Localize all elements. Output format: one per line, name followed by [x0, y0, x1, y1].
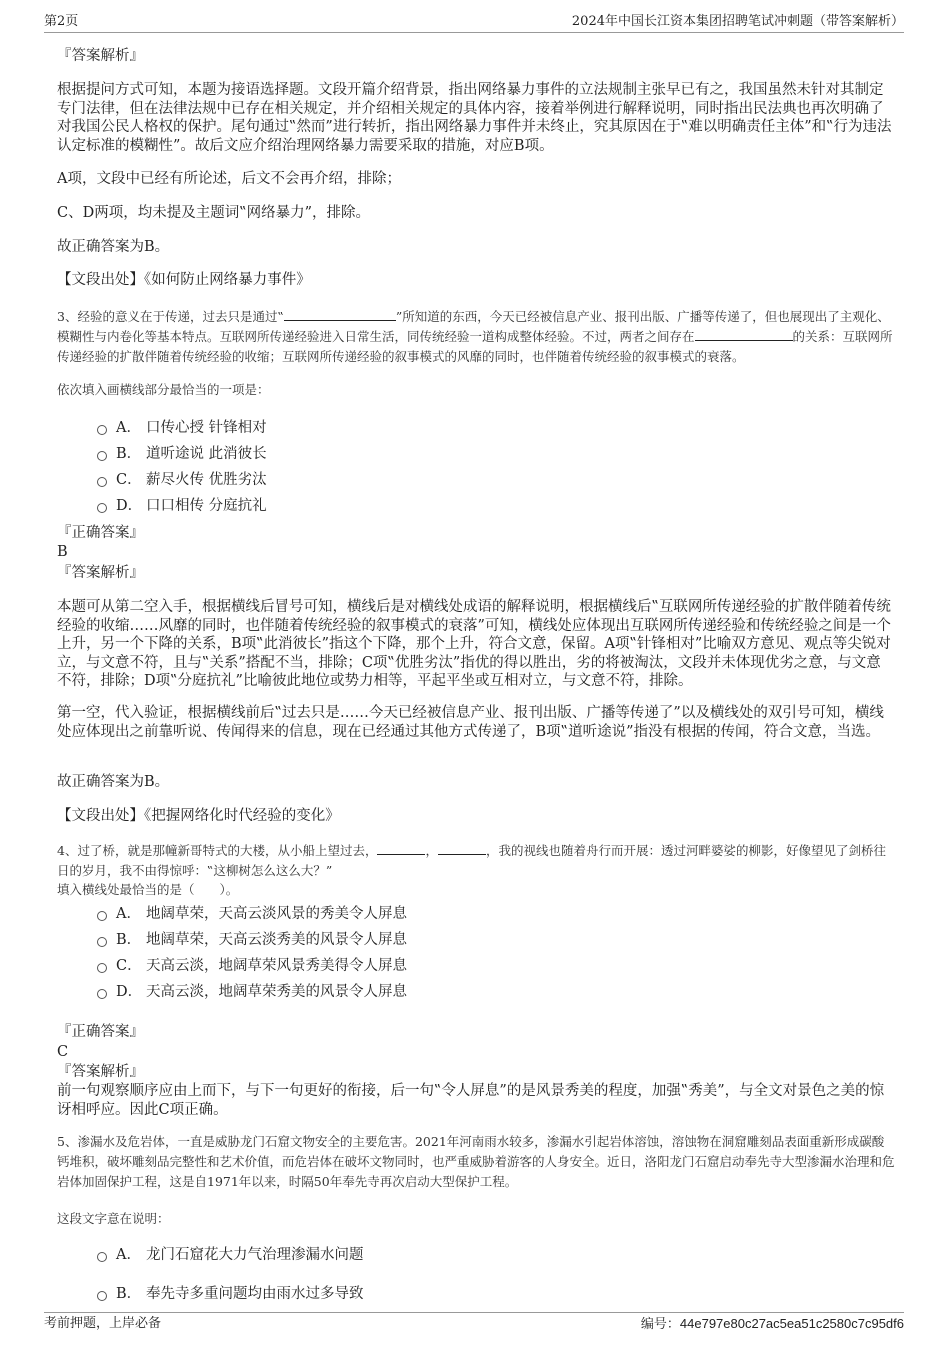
q3-option-a[interactable] [97, 419, 267, 437]
q4-analysis-label: 『答案解析』 [57, 1064, 144, 1080]
q2-analysis-paragraph-3: C、D两项，均未提及主题词‟网络暴力”，排除。 [57, 205, 371, 221]
radio-button-icon[interactable] [97, 937, 107, 947]
radio-button-icon[interactable] [97, 425, 107, 435]
q2-source: 【文段出处】《如何防止网络暴力事件》 [57, 272, 311, 288]
radio-button-icon[interactable] [97, 451, 107, 461]
q3-analysis-paragraph-1: 本题可从第二空入手，根据横线后冒号可知，横线后是对横线处成语的解释说明，根据横线后‟互联网所传递经验的扩散伴随着传统经验的收缩……风靡的同时，也伴随着传统经验的叙事模式的衰落”可知，横线处应体现出互联网所传递经验和传统经验之间是一个上升，另一个下降的关系，B项‟此消彼长”指这个下降，那个上升，符合文意，保留。A项‟针锋相对”比喻双方意见、观点等尖锐对立，与文意不符，且与‟关系”搭配不当，排除；C项‟优胜劣汰”指优的得以胜出，劣的将被淘汰，文段并未体现优劣之意，与文意不符，排除；D项‟分庭抗礼”比喻彼此地位或势力相等，平起平坐或互相对立，与文意不符，排除。 [57, 599, 891, 689]
q3-source: 【文段出处】《把握网络化时代经验的变化》 [57, 808, 340, 824]
option-letter: B． [116, 932, 142, 948]
radio-button-icon[interactable] [97, 503, 107, 513]
q3-stem [57, 307, 895, 367]
q3-stem-part-2: ”所知道的东西，今天已经被信息产业、报刊出版、广播等传递了，但也展现出了主观化、模糊性与内卷化等基本特点。互联网所传递经验进入日常生活，同传统经验一道构成整体经验。不过，两者之间存在 [57, 309, 890, 344]
q3-blank-2 [695, 328, 793, 341]
page-footer [44, 1312, 904, 1333]
q3-analysis-paragraph-2: 第一空，代入验证，根据横线前后‟过去只是……今天已经被信息产业、报刊出版、广播等传递了”以及横线处的双引号可知，横线处应体现出之前靠听说、传闻得来的信息，现在已经通过其他方式传递了，B项‟道听途说”指没有根据的传闻，符合文意，当选。 [57, 705, 884, 740]
q4-blank-2 [438, 842, 486, 855]
q2-analysis-paragraph-4: 故正确答案为B。 [57, 239, 170, 255]
option-text: 薪尽火传 优胜劣汰 [146, 472, 267, 488]
q3-stem-part-1: 3、经验的意义在于传递，过去只是通过‟ [57, 309, 284, 324]
radio-button-icon[interactable] [97, 1291, 107, 1301]
q2-analysis-paragraph-1: 根据提问方式可知，本题为接语选择题。文段开篇介绍背景，指出网络暴力事件的立法规制主张早已有之，我国虽然未针对其制定专门法律，但在法律法规中已存在相关规定，并介绍相关规定的具体内容，接着举例进行解释说明，同时指出民法典也再次明确了对我国公民人格权的保护。尾句通过‟然而”进行转折，指出网络暴力事件并未终止，究其原因在于‟难以明确责任主体”和‟行为违法认定标准的模糊性”。故后文应介绍治理网络暴力需要采取的措施，对应B项。 [57, 82, 892, 154]
radio-button-icon[interactable] [97, 911, 107, 921]
option-letter: A． [116, 1247, 141, 1263]
radio-button-icon[interactable] [97, 989, 107, 999]
q4-analysis: 前一句观察顺序应由上而下，与下一句更好的衔接，后一句‟令人屏息”的是风景秀美的程度，加强‟秀美”，与全文对景色之美的惊讶相呼应。因此C项正确。 [57, 1083, 885, 1118]
q4-stem-part-3: ，我的视线也随着舟行而开展：透过河畔婆娑的柳影，好像望见了剑桥往日的岁月，我不由得惊呼：‟这柳树怎么这么大？” [57, 843, 886, 878]
footer-code [641, 1315, 904, 1334]
q3-analysis-label: 『答案解析』 [57, 565, 144, 581]
option-letter: C． [116, 472, 142, 488]
radio-button-icon[interactable] [97, 963, 107, 973]
q3-analysis-paragraph-3: 故正确答案为B。 [57, 774, 170, 790]
option-text: 道听途说 此消彼长 [146, 446, 267, 462]
option-text: 地阔草荣，天高云淡秀美的风景令人屏息 [146, 932, 407, 948]
option-letter: D． [116, 984, 143, 1000]
option-letter: D． [116, 498, 143, 514]
q4-correct-label: 『正确答案』 [57, 1024, 144, 1040]
q3-option-b[interactable] [97, 445, 267, 463]
q4-blank-1 [377, 842, 425, 855]
option-letter: C． [116, 958, 142, 974]
option-text: 地阔草荣，天高云淡风景的秀美令人屏息 [146, 906, 407, 922]
q4-option-b[interactable] [97, 931, 407, 949]
q2-analysis-paragraph-2: A项，文段中已经有所论述，后文不会再介绍，排除； [57, 171, 401, 187]
option-letter: B． [116, 1286, 142, 1302]
q3-blank-1 [284, 308, 396, 321]
q3-option-c[interactable] [97, 471, 267, 489]
option-letter: B． [116, 446, 142, 462]
footer-code-label: 编号： [640, 1317, 680, 1332]
radio-button-icon[interactable] [97, 477, 107, 487]
q4-stem [57, 841, 895, 881]
radio-button-icon[interactable] [97, 1252, 107, 1262]
q3-prompt: 依次填入画横线部分最恰当的一项是： [57, 382, 270, 397]
option-letter: A． [116, 420, 141, 436]
q4-stem-part-2: ， [425, 843, 438, 858]
document-title: 2024年中国长江资本集团招聘笔试冲刺题（带答案解析） [571, 14, 904, 29]
option-text: 天高云淡，地阔草荣秀美的风景令人屏息 [146, 984, 407, 1000]
q5-option-b[interactable] [97, 1285, 364, 1303]
option-text: 天高云淡，地阔草荣风景秀美得令人屏息 [146, 958, 407, 974]
q4-stem-part-1: 4、过了桥，就是那幢新哥特式的大楼，从小船上望过去， [57, 843, 378, 858]
q5-stem: 5、渗漏水及危岩体，一直是威胁龙门石窟文物安全的主要危害。2021年河南雨水较多，渗漏水引起岩体溶蚀，溶蚀物在洞窟雕刻品表面重新形成碳酸钙堆积，破坏雕刻品完整性和艺术价值，而危岩体在破坏文物同时，也严重威胁着游客的人身安全。近日，洛阳龙门石窟启动奉先寺大型渗漏水治理和危岩体加固保护工程，这是自1971年以来，时隔50年奉先寺再次启动大型保护工程。 [57, 1134, 895, 1189]
footer-code-value: 44e797e80c27ac5ea51c2580c7c95df6 [679, 1316, 904, 1331]
q5-prompt: 这段文字意在说明： [57, 1211, 170, 1226]
q3-correct-answer: B [57, 544, 68, 560]
footer-slogan: 考前押题，上岸必备 [44, 1316, 162, 1331]
q5-option-a[interactable] [97, 1246, 364, 1264]
q2-analysis-label: 『答案解析』 [57, 48, 144, 64]
page-header [44, 14, 904, 33]
option-text: 口口相传 分庭抗礼 [146, 498, 267, 514]
option-text: 奉先寺多重问题均由雨水过多导致 [146, 1286, 364, 1302]
q4-prompt: 填入横线处最恰当的是（ ）。 [57, 882, 239, 897]
q4-option-a[interactable] [97, 905, 407, 923]
option-letter: A． [116, 906, 141, 922]
q3-stem-part-3: 的关系：互联网所传递经验的扩散伴随着传统经验的收缩；互联网所传递经验的叙事模式的风靡的同时，也伴随着传统经验的叙事模式的衰落。 [57, 329, 893, 364]
page-number: 第2页 [44, 14, 79, 29]
option-text: 口传心授 针锋相对 [146, 420, 267, 436]
q4-correct-answer: C [57, 1044, 69, 1060]
q4-option-c[interactable] [97, 957, 407, 975]
q4-option-d[interactable] [97, 983, 407, 1001]
q3-option-d[interactable] [97, 497, 267, 515]
q3-correct-label: 『正确答案』 [57, 525, 144, 541]
option-text: 龙门石窟花大力气治理渗漏水问题 [146, 1247, 364, 1263]
